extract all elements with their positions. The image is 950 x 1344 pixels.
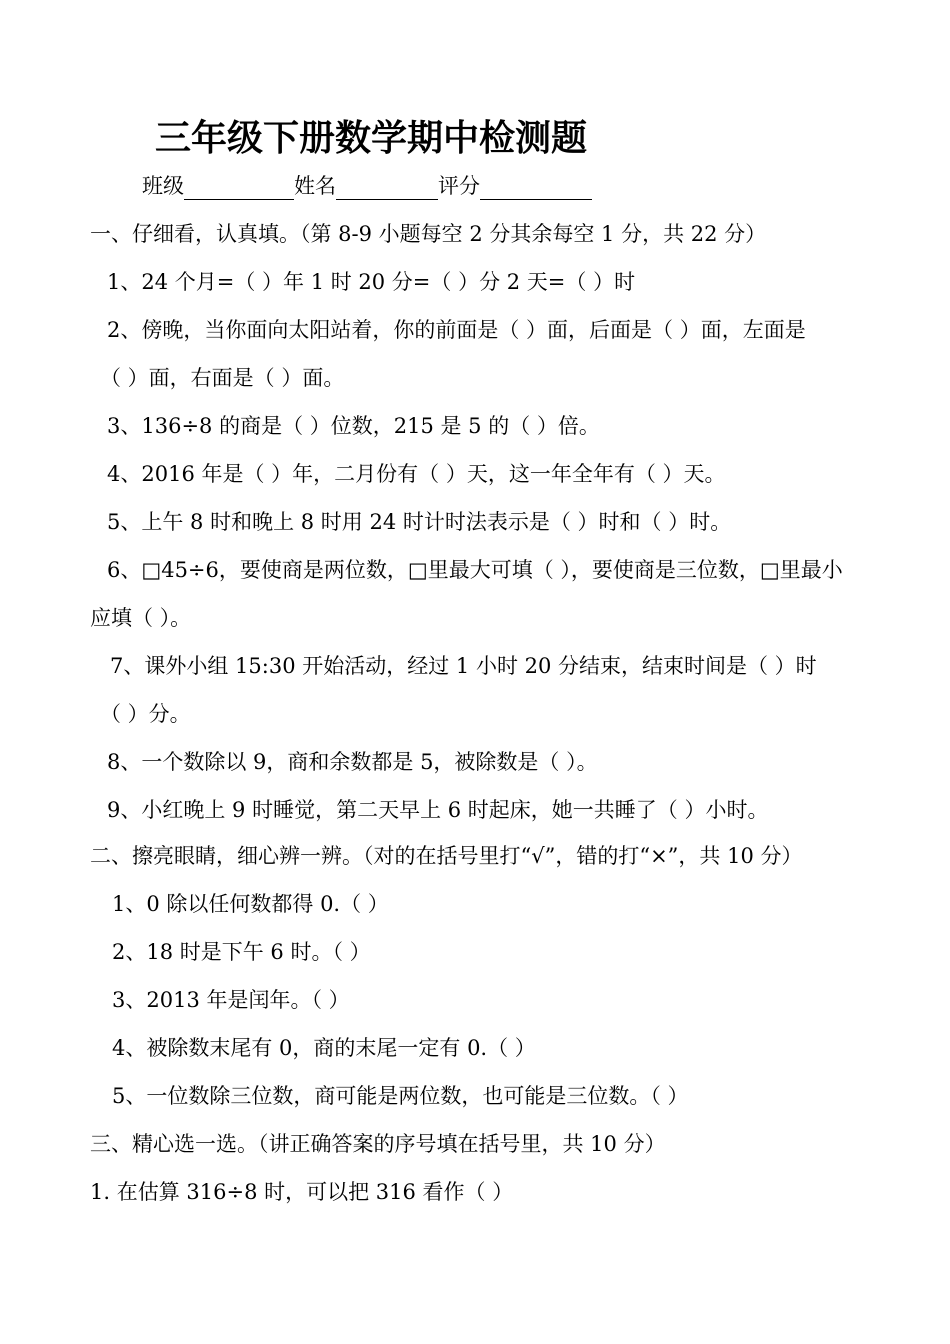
q1-4: 4、2016 年是（ ）年，二月份有（ ）天，这一年全年有（ ）天。 (107, 462, 726, 486)
score-blank (480, 177, 592, 200)
q1-8: 8、一个数除以 9，商和余数都是 5，被除数是（ ）。 (107, 750, 598, 774)
q1-1: 1、24 个月=（ ）年 1 时 20 分=（ ）分 2 天=（ ）时 (107, 270, 636, 294)
q2-1: 1、0 除以任何数都得 0.（ ） (112, 892, 389, 916)
q1-5: 5、上午 8 时和晚上 8 时用 24 时计时法表示是（ ）时和（ ）时。 (107, 510, 732, 534)
section1-heading: 一、仔细看，认真填。（第 8-9 小题每空 2 分其余每空 1 分，共 22 分） (90, 222, 767, 246)
class-field (142, 170, 294, 200)
class-blank (184, 177, 294, 200)
student-info-line (142, 170, 592, 200)
q3-1: 1. 在估算 316÷8 时，可以把 316 看作（ ） (90, 1180, 514, 1204)
score-label: 评分 (438, 174, 480, 198)
page-title: 三年级下册数学期中检测题 (155, 118, 588, 159)
name-blank (336, 177, 438, 200)
section3-heading: 三、精心选一选。（讲正确答案的序号填在括号里，共 10 分） (90, 1132, 666, 1156)
q1-6-cont: 应填（ ）。 (90, 606, 192, 630)
q1-7: 7、课外小组 15:30 开始活动，经过 1 小时 20 分结束，结束时间是（ ）时 (110, 654, 817, 678)
class-label: 班级 (142, 174, 184, 198)
q2-5: 5、一位数除三位数，商可能是两位数，也可能是三位数。（ ） (112, 1084, 689, 1108)
name-field (294, 170, 438, 200)
q1-2-cont: （ ）面，右面是（ ）面。 (100, 366, 345, 390)
q1-7-cont: （ ）分。 (100, 702, 191, 726)
section2-heading: 二、擦亮眼睛，细心辨一辨。（对的在括号里打“√”，错的打“×”，共 10 分） (90, 844, 803, 868)
q2-3: 3、2013 年是闰年。（ ） (112, 988, 350, 1012)
q1-3: 3、136÷8 的商是（ ）位数，215 是 5 的（ ）倍。 (107, 414, 600, 438)
q2-4: 4、被除数末尾有 0，商的末尾一定有 0.（ ） (112, 1036, 536, 1060)
q1-6: 6、□45÷6，要使商是两位数，□里最大可填（ ），要使商是三位数，□里最小 (107, 558, 843, 582)
q1-9: 9、小红晚上 9 时睡觉，第二天早上 6 时起床，她一共睡了（ ）小时。 (107, 798, 769, 822)
q1-2: 2、傍晚，当你面向太阳站着，你的前面是（ ）面，后面是（ ）面，左面是 (107, 318, 806, 342)
q2-2: 2、18 时是下午 6 时。（ ） (112, 940, 371, 964)
name-label: 姓名 (294, 174, 336, 198)
score-field (438, 170, 592, 200)
